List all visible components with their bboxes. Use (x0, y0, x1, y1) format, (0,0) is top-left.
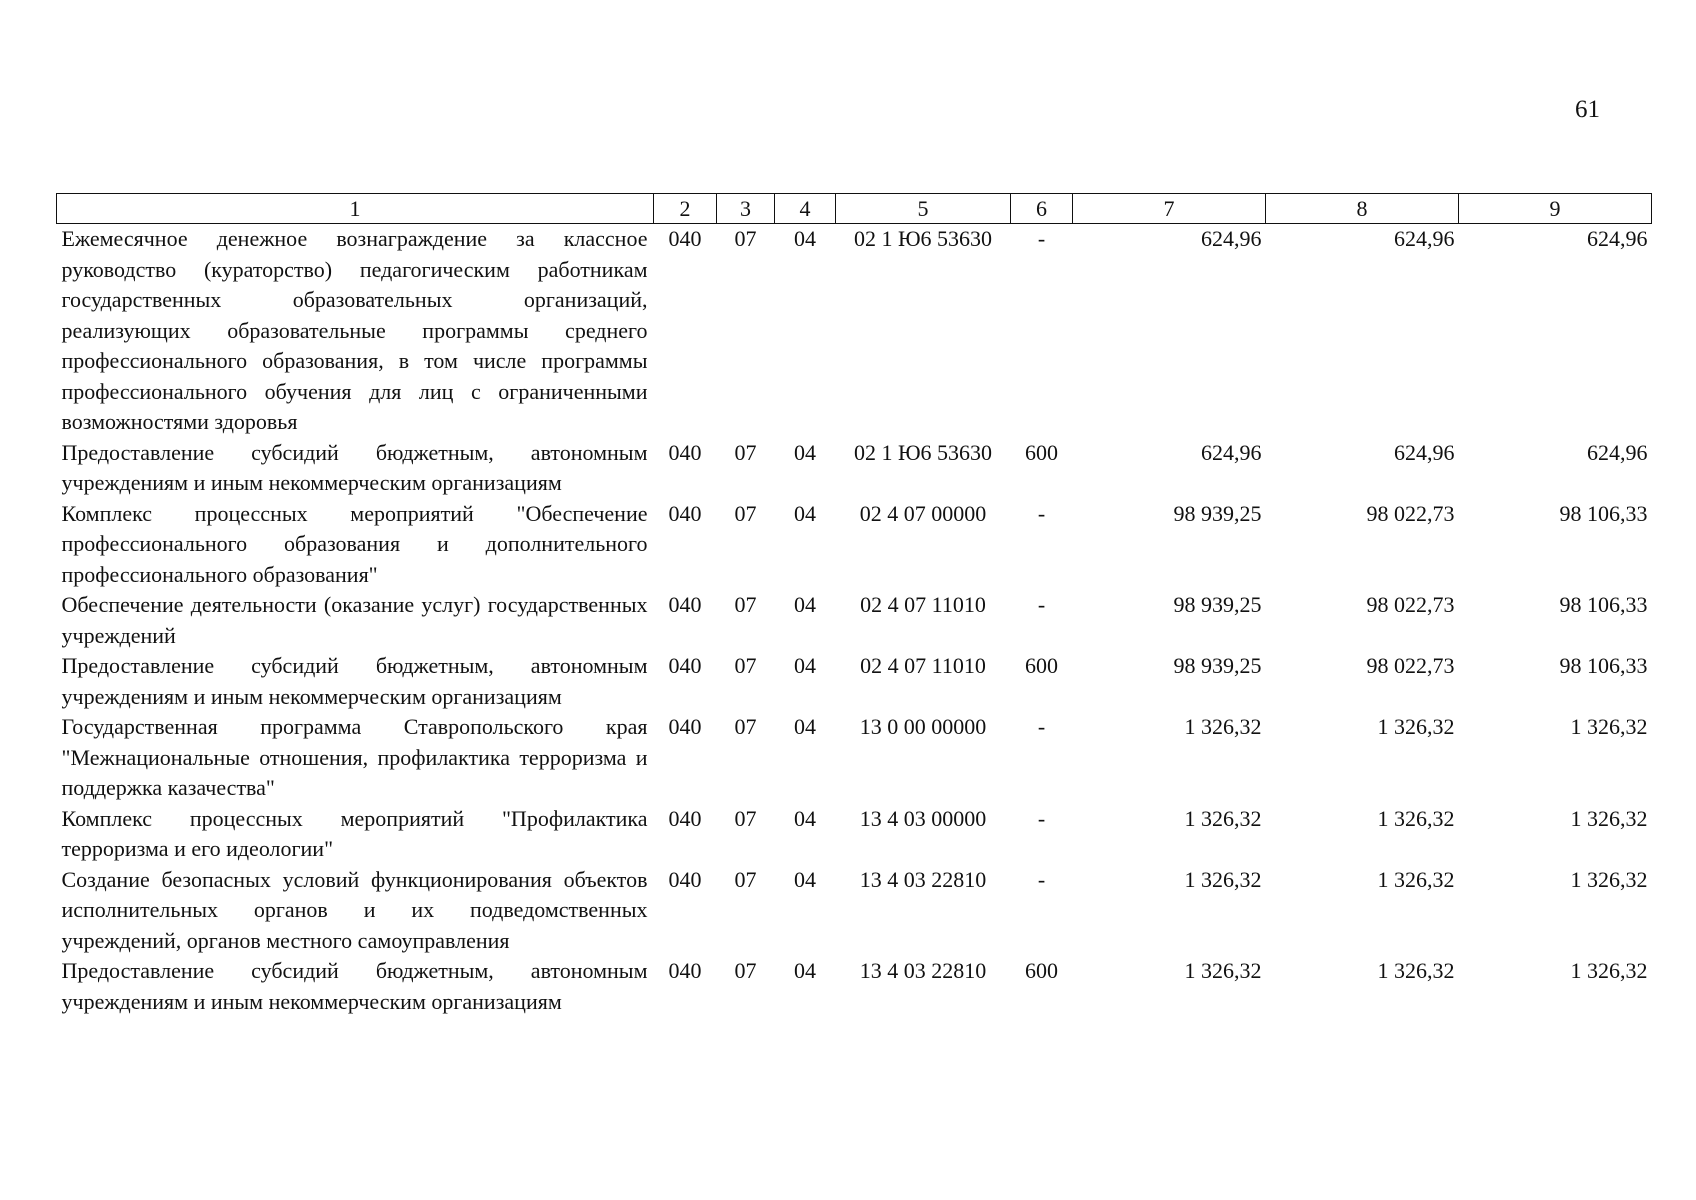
row-section-code: 07 (734, 500, 757, 526)
row-amount-8: 1 326,32 (1377, 805, 1455, 831)
header-col-6: 6 (1011, 194, 1073, 224)
row-expense-type: 600 (1025, 653, 1058, 678)
row-section-code: 07 (734, 439, 757, 465)
row-ministry-code: 040 (668, 500, 702, 526)
header-col-1: 1 (57, 194, 654, 224)
header-col-4: 4 (775, 194, 836, 224)
row-expense-type: - (1037, 805, 1046, 831)
header-col-7: 7 (1073, 194, 1266, 224)
row-expense-type: - (1037, 500, 1046, 526)
table-row (57, 224, 1652, 438)
row-amount-9: 98 106,33 (1559, 592, 1648, 617)
table-row (57, 651, 1652, 712)
row-amount-9: 624,96 (1587, 226, 1648, 251)
row-section-code: 07 (734, 226, 757, 251)
row-section-code: 07 (734, 958, 757, 983)
row-amount-7: 98 939,25 (1173, 500, 1262, 526)
row-amount-9: 1 326,32 (1570, 866, 1648, 892)
row-expense-type: - (1037, 866, 1046, 892)
row-subsection-code: 04 (794, 592, 816, 617)
row-name: Предоставление субсидий бюджетным, автономным учреждениям и иным некоммерческим организациям (61, 439, 648, 495)
row-section-code: 07 (734, 714, 757, 739)
row-target-article: 02 4 07 11010 (860, 653, 986, 678)
row-section-code: 07 (734, 866, 757, 892)
row-name: Обеспечение деятельности (оказание услуг) государственных учреждений (61, 592, 648, 648)
header-col-9: 9 (1459, 194, 1652, 224)
row-amount-9: 98 106,33 (1559, 653, 1648, 678)
row-name: Предоставление субсидий бюджетным, автономным учреждениям и иным некоммерческим организациям (61, 653, 648, 709)
header-col-2: 2 (654, 194, 717, 224)
row-amount-8: 98 022,73 (1366, 592, 1455, 617)
row-amount-9: 98 106,33 (1559, 500, 1648, 526)
row-ministry-code: 040 (668, 714, 702, 739)
row-amount-8: 98 022,73 (1366, 500, 1455, 526)
table-body (57, 224, 1652, 1018)
table-row (57, 956, 1652, 1017)
header-col-3: 3 (717, 194, 775, 224)
row-subsection-code: 04 (794, 958, 816, 983)
row-expense-type: - (1037, 714, 1046, 739)
row-amount-7: 1 326,32 (1184, 958, 1262, 983)
table-row (57, 865, 1652, 957)
row-ministry-code: 040 (668, 805, 702, 831)
row-amount-8: 624,96 (1394, 439, 1455, 465)
row-name: Предоставление субсидий бюджетным, автономным учреждениям и иным некоммерческим организациям (61, 958, 648, 1014)
row-subsection-code: 04 (794, 653, 816, 678)
row-amount-7: 98 939,25 (1173, 653, 1262, 678)
row-amount-8: 1 326,32 (1377, 958, 1455, 983)
row-expense-type: 600 (1025, 439, 1058, 465)
row-amount-8: 1 326,32 (1377, 714, 1455, 739)
header-col-8: 8 (1266, 194, 1459, 224)
row-target-article: 02 4 07 00000 (859, 500, 987, 526)
row-target-article: 13 4 03 22810 (859, 866, 987, 892)
row-amount-9: 1 326,32 (1570, 714, 1648, 739)
row-name: Ежемесячное денежное вознаграждение за классное руководство (кураторство) педагогическим работникам государственных образовательных организаций, реализующих образовательные программы среднего профессионального образования, в том числе программы профессионального обучения для лиц с ограниченными возможностями здоровья (61, 226, 648, 434)
row-section-code: 07 (734, 592, 757, 617)
row-ministry-code: 040 (668, 958, 702, 983)
row-name: Создание безопасных условий функционирования объектов исполнительных органов и их подведомственных учреждений, органов местного самоуправления (61, 866, 648, 953)
table-header (57, 194, 1652, 224)
row-ministry-code: 040 (668, 439, 702, 465)
row-amount-7: 1 326,32 (1184, 866, 1262, 892)
row-amount-7: 98 939,25 (1173, 592, 1262, 617)
row-subsection-code: 04 (794, 714, 816, 739)
row-expense-type: 600 (1025, 958, 1058, 983)
header-row (57, 194, 1652, 224)
row-name: Комплекс процессных мероприятий "Обеспечение профессионального образования и дополнительного профессионального образования" (61, 500, 648, 587)
table-row (57, 804, 1652, 865)
table-row (57, 712, 1652, 804)
row-amount-9: 1 326,32 (1570, 805, 1648, 831)
budget-table (56, 193, 1652, 1017)
table-row (57, 438, 1652, 499)
row-subsection-code: 04 (794, 226, 816, 251)
row-target-article: 02 4 07 11010 (860, 592, 986, 617)
row-ministry-code: 040 (668, 866, 702, 892)
row-target-article: 02 1 Ю6 53630 (853, 439, 993, 465)
table-row (57, 590, 1652, 651)
table-row (57, 499, 1652, 591)
row-target-article: 13 4 03 00000 (859, 805, 987, 831)
row-subsection-code: 04 (794, 439, 816, 465)
row-target-article: 02 1 Ю6 53630 (853, 226, 993, 251)
row-subsection-code: 04 (794, 866, 816, 892)
row-amount-8: 1 326,32 (1377, 866, 1455, 892)
row-name: Государственная программа Ставропольского края "Межнациональные отношения, профилактика терроризма и поддержка казачества" (61, 714, 648, 800)
page-number: 61 (1575, 96, 1600, 123)
row-subsection-code: 04 (794, 500, 816, 526)
row-ministry-code: 040 (668, 592, 702, 617)
row-expense-type: - (1037, 592, 1046, 617)
row-ministry-code: 040 (668, 653, 702, 678)
row-amount-9: 624,96 (1587, 439, 1648, 465)
row-amount-9: 1 326,32 (1570, 958, 1648, 983)
row-section-code: 07 (734, 805, 757, 831)
row-amount-7: 624,96 (1201, 226, 1262, 251)
row-amount-7: 1 326,32 (1184, 714, 1262, 739)
row-expense-type: - (1037, 226, 1046, 251)
row-target-article: 13 4 03 22810 (859, 958, 987, 983)
row-ministry-code: 040 (668, 226, 702, 251)
row-amount-7: 624,96 (1201, 439, 1262, 465)
row-amount-8: 98 022,73 (1366, 653, 1455, 678)
row-subsection-code: 04 (794, 805, 816, 831)
row-target-article: 13 0 00 00000 (859, 714, 987, 739)
row-amount-7: 1 326,32 (1184, 805, 1262, 831)
header-col-5: 5 (836, 194, 1011, 224)
row-amount-8: 624,96 (1394, 226, 1455, 251)
row-section-code: 07 (734, 653, 757, 678)
row-name: Комплекс процессных мероприятий "Профилактика терроризма и его идеологии" (61, 805, 648, 861)
